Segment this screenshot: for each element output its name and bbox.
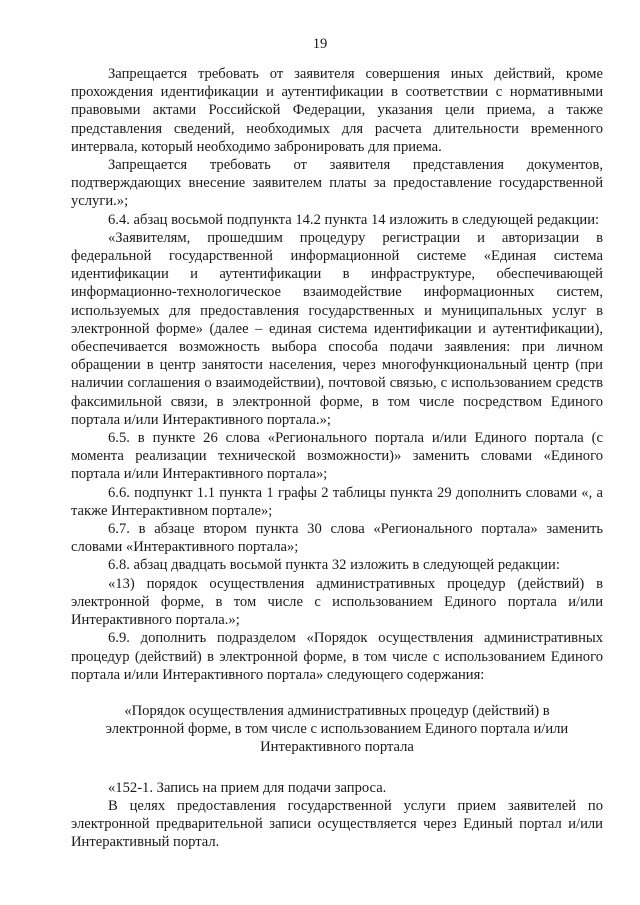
page-number: 19 xyxy=(312,36,328,52)
paragraph: «152-1. Запись на прием для подачи запроса. xyxy=(108,779,387,796)
paragraph: 6.6. подпункт 1.1 пункта 1 графы 2 таблицы пункта 29 дополнить словами «, а также Интерактивном портале»; xyxy=(71,484,603,519)
paragraph: В целях предоставления государственной услуги прием заявителей по электронной предварительной записи осуществляется через Единый портал и/или Интерактивный портал. xyxy=(71,797,603,851)
section-heading: «Порядок осуществления административных процедур (действий) в электронной форме, в том числе с использованием Единого портала и/или Интерактивного портала xyxy=(105,702,569,756)
paragraph: 6.7. в абзаце втором пункта 30 слова «Регионального портала» заменить словами «Интерактивного портала»; xyxy=(71,521,603,556)
paragraph: Запрещается требовать от заявителя совершения иных действий, кроме прохождения идентификации и аутентификации в соответствии с нормативными правовыми актами Российской Федерации, указания цели приема, а также представления сведений, необходимых для расчета длительности временного интервала, который необходимо забронировать для приема. xyxy=(71,66,603,155)
paragraph: 6.8. абзац двадцать восьмой пункта 32 изложить в следующей редакции: xyxy=(108,557,560,574)
paragraph: 6.4. абзац восьмой подпункта 14.2 пункта 14 изложить в следующей редакции: xyxy=(108,211,600,228)
paragraph: 6.9. дополнить подразделом «Порядок осуществления административных процедур (действий) в электронной форме, в том числе с использованием Единого портала и/или Интерактивного портала» следующего содержания: xyxy=(71,630,603,683)
paragraph: 6.5. в пункте 26 слова «Регионального портала и/или Единого портала (с момента реализации технической возможности)» заменить словами «Единого портала и/или Интерактивного портала»; xyxy=(71,430,603,483)
document-body xyxy=(71,65,603,851)
paragraph: «Заявителям, прошедшим процедуру регистрации и авторизации в федеральной государственной информационной системе «Единая система идентификации и аутентификации в инфраструктуре, обеспечивающей информационно-технологическое взаимодействие информационных систем, используемых для предоставления государственных и муниципальных услуг в электронной форме» (далее – единая система идентификации и аутентификации), обеспечивается возможность выбора способа подачи заявления: при личном обращении в центр занятости населения, через многофункциональный центр (при наличии соглашения о взаимодействии), почтовой связью, с использованием средств факсимильной связи, в электронной форме, в том числе посредством Единого портала и/или Интерактивного портала.»; xyxy=(71,229,603,428)
paragraph: Запрещается требовать от заявителя представления документов, подтверждающих внесение заявителем платы за предоставление государственной услуги.»; xyxy=(71,157,603,210)
paragraph: «13) порядок осуществления административных процедур (действий) в электронной форме, в том числе с использованием Единого портала и/или Интерактивного портала.»; xyxy=(71,575,603,629)
